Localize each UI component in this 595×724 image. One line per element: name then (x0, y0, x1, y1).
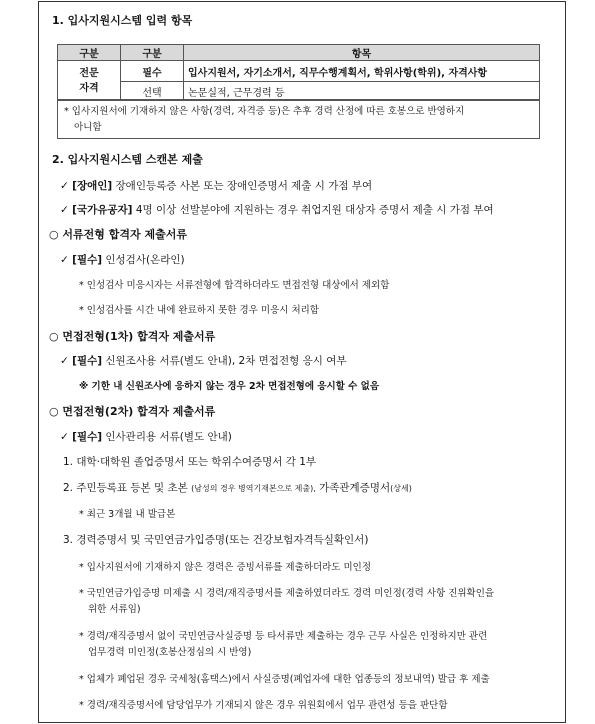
type-cell: 필수 (121, 61, 184, 82)
note-text: * 경력/재직증명서에 담당업무가 기재되지 않은 경우 위원회에서 업무 관련성 등을 판단함 (79, 700, 448, 711)
note-text: * 입사지원서에 기재하지 않은 경력은 증빙서류를 제출하더라도 미인정 (79, 562, 372, 573)
item-tag: [국가유공자] (72, 204, 133, 216)
check-item (60, 355, 347, 368)
list-item (63, 482, 412, 495)
list-item-text: 가족관계증명서 (319, 482, 391, 494)
table-header-row (58, 45, 540, 61)
category-cell: 전문 자격 (58, 61, 121, 101)
warning-text: ※ 기한 내 신원조사에 응하지 않는 경우 2차 면접전형에 응시할 수 없음 (79, 381, 380, 392)
check-icon: ✓ (60, 254, 69, 266)
item-tag: [필수] (72, 431, 103, 443)
list-item-detail: (남성의 경우 병역기재본으로 제출), (191, 484, 316, 493)
table-row (58, 61, 540, 82)
doc-screening-title: ○ 서류전형 합격자 제출서류 (49, 228, 187, 241)
note-text: * 최근 3개월 내 발급본 (79, 509, 176, 520)
table-header: 구분 (58, 45, 121, 61)
item-text: 신원조사용 서류(별도 안내), 2차 면접전형 응시 여부 (105, 355, 347, 367)
table-header: 구분 (121, 45, 184, 61)
item-text: 인성검사(온라인) (105, 254, 185, 266)
type-cell: 선택 (121, 82, 184, 101)
section-1-title: 1. 입사지원시스템 입력 항목 (52, 14, 193, 27)
input-items-table (57, 44, 540, 101)
note-text: 아니함 (74, 122, 102, 133)
item-tag: [필수] (72, 254, 103, 266)
note-text: * 입사지원서에 기재하지 않은 사항(경력, 자격증 등)은 추후 경력 산정에 따른 호봉으로 반영하지 (64, 106, 465, 117)
note-text: * 국민연금가입증명 미제출 시 경력/재직증명서를 제출하였더라도 경력 미인정(경력 사항 진위확인을 (79, 588, 495, 599)
list-item-detail: (상세) (390, 484, 412, 493)
check-icon: ✓ (60, 355, 69, 367)
note-text: * 인성검사를 시간 내에 완료하지 못한 경우 미응시 처리함 (79, 305, 319, 316)
table-row (58, 82, 540, 101)
note-text: * 인성검사 미응시자는 서류전형에 합격하더라도 면접전형 대상에서 제외함 (79, 280, 390, 291)
table-header: 항목 (184, 45, 540, 61)
note-text: 위한 서류임) (88, 604, 141, 615)
list-item-text: 2. 주민등록표 등본 및 초본 (63, 482, 188, 494)
check-item (60, 431, 232, 444)
check-icon: ✓ (60, 431, 69, 443)
note-text: * 업체가 폐업된 경우 국세청(홈택스)에서 사실증명(폐업자에 대한 업종등의 정보내역) 발급 후 제출 (79, 674, 490, 685)
item-text: 장애인등록증 사본 또는 장애인증명서 제출 시 가점 부여 (115, 180, 373, 192)
check-item (60, 180, 372, 193)
interview2-title: ○ 면접전형(2차) 합격자 제출서류 (49, 405, 216, 418)
item-tag: [필수] (72, 355, 103, 367)
check-icon: ✓ (60, 204, 69, 216)
list-item: 3. 경력증명서 및 국민연금가입증명(또는 건강보험자격득실확인서) (63, 534, 369, 546)
item-tag: [장애인] (72, 180, 113, 192)
items-cell: 논문실적, 근무경력 등 (184, 82, 540, 101)
check-item (60, 204, 494, 217)
items-cell: 입사지원서, 자기소개서, 직무수행계획서, 학위사항(학위), 자격사항 (184, 61, 540, 82)
list-item: 1. 대학·대학원 졸업증명서 또는 학위수여증명서 각 1부 (63, 456, 317, 468)
interview1-title: ○ 면접전형(1차) 합격자 제출서류 (49, 330, 216, 343)
item-text: 4명 이상 선발분야에 지원하는 경우 취업지원 대상자 증명서 제출 시 가점 부여 (135, 204, 494, 216)
check-item (60, 254, 185, 267)
note-text: 업무경력 미인정(호봉산정심의 시 반영) (88, 647, 252, 658)
note-text: * 경력/재직증명서 없이 국민연금사실증명 등 타서류만 제출하는 경우 근무 사실은 인정하지만 관련 (79, 631, 488, 642)
check-icon: ✓ (60, 180, 69, 192)
section-2-title: 2. 입사지원시스템 스캔본 제출 (52, 153, 203, 166)
item-text: 인사관리용 서류(별도 안내) (105, 431, 232, 443)
